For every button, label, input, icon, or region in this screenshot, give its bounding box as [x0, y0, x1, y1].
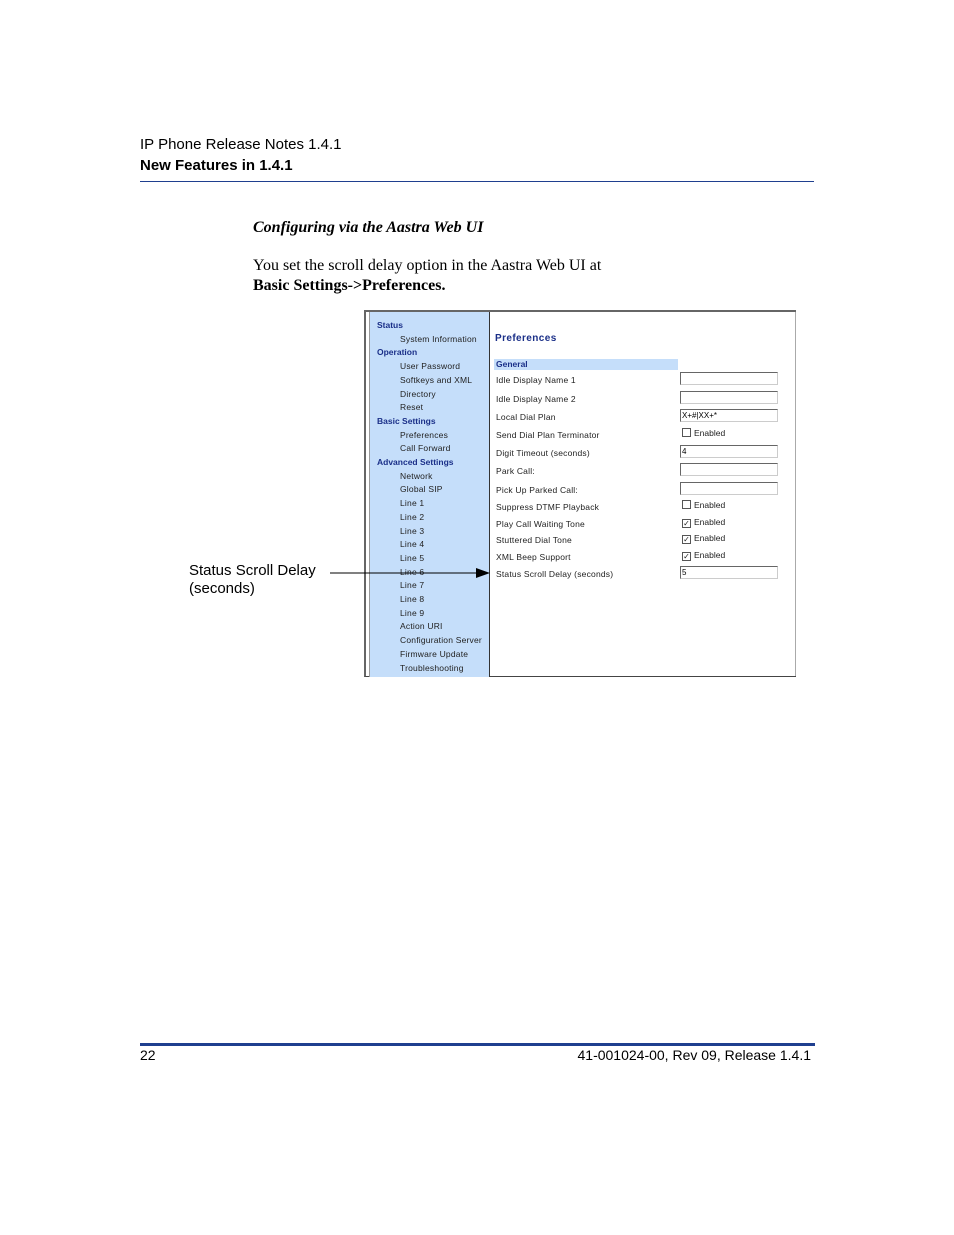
checkbox-option-label: Enabled	[694, 517, 726, 527]
nav-item[interactable]: Line 1	[400, 498, 425, 509]
nav-item[interactable]: Call Forward	[400, 443, 451, 454]
general-group-header: General	[494, 359, 678, 370]
setting-checkbox[interactable]	[682, 517, 725, 528]
nav-item[interactable]: Troubleshooting	[400, 662, 464, 673]
footer-rule	[140, 1043, 815, 1046]
checkbox-empty-icon[interactable]	[682, 500, 691, 509]
callout-arrow-icon	[330, 566, 492, 580]
checkbox-option-label: Enabled	[694, 500, 726, 510]
nav-item[interactable]: Softkeys and XML	[400, 374, 473, 385]
nav-item[interactable]: Line 8	[400, 594, 425, 604]
setting-label: Status Scroll Delay (seconds)	[496, 569, 614, 579]
header-rule	[140, 181, 814, 182]
nav-item[interactable]: Preferences	[400, 429, 449, 440]
section-heading: Configuring via the Aastra Web UI	[253, 219, 484, 236]
preferences-title: Preferences	[495, 333, 557, 344]
setting-label: Idle Display Name 1	[496, 375, 576, 385]
checkbox-option-label: Enabled	[694, 533, 726, 543]
setting-label: Pick Up Parked Call:	[496, 485, 578, 495]
nav-item[interactable]: System Information	[400, 333, 477, 344]
callout-line: Status Scroll Delay	[189, 562, 316, 579]
nav-item[interactable]: Line 4	[400, 539, 425, 550]
header-subtitle: New Features in 1.4.1	[140, 157, 293, 174]
setting-checkbox[interactable]	[682, 550, 725, 561]
setting-label: Park Call:	[496, 466, 535, 476]
setting-label: XML Beep Support	[496, 552, 571, 562]
setting-checkbox[interactable]	[682, 428, 725, 438]
callout-label	[189, 562, 316, 598]
setting-input[interactable]	[680, 391, 778, 404]
setting-input[interactable]	[680, 482, 778, 495]
checkbox-checked-icon[interactable]: ✓	[683, 552, 690, 561]
setting-label: Stuttered Dial Tone	[496, 535, 572, 545]
nav-section-label[interactable]: Basic Settings	[377, 415, 436, 426]
nav-item[interactable]: Global SIP	[400, 484, 443, 495]
nav-item[interactable]: Line 2	[400, 511, 425, 522]
setting-label: Play Call Waiting Tone	[496, 519, 585, 529]
body-paragraph	[253, 256, 601, 296]
setting-label: Idle Display Name 2	[496, 394, 576, 404]
web-ui-main-panel	[491, 312, 796, 676]
callout-line: (seconds)	[189, 580, 255, 597]
nav-item[interactable]: Line 3	[400, 525, 425, 536]
setting-checkbox[interactable]	[682, 500, 725, 510]
setting-input[interactable]: X+#|XX+*	[680, 409, 778, 422]
checkbox-option-label: Enabled	[694, 550, 726, 560]
setting-input[interactable]	[680, 463, 778, 476]
page-number: 22	[140, 1047, 156, 1063]
checkbox-checked-icon[interactable]: ✓	[683, 535, 690, 544]
setting-label: Send Dial Plan Terminator	[496, 430, 600, 440]
nav-item[interactable]: Line 7	[400, 580, 425, 591]
setting-label: Suppress DTMF Playback	[496, 502, 600, 512]
setting-label: Digit Timeout (seconds)	[496, 448, 590, 458]
checkbox-option-label: Enabled	[694, 428, 726, 438]
menu-path: Basic Settings->Preferences.	[253, 277, 446, 294]
body-line: You set the scroll delay option in the Aastra Web UI at	[253, 257, 602, 274]
web-ui-sidebar	[369, 312, 490, 677]
setting-input[interactable]	[680, 372, 778, 385]
nav-item[interactable]: Line 5	[400, 552, 425, 563]
header-title: IP Phone Release Notes 1.4.1	[140, 136, 342, 153]
nav-item[interactable]: Firmware Update	[400, 648, 469, 659]
setting-checkbox[interactable]	[682, 533, 725, 544]
nav-section-label[interactable]: Operation	[377, 347, 418, 358]
nav-item[interactable]: Reset	[400, 402, 424, 413]
nav-item[interactable]: Action URI	[400, 621, 443, 632]
nav-item[interactable]: Configuration Server	[400, 635, 482, 646]
setting-input[interactable]: 4	[680, 445, 778, 458]
nav-item[interactable]: User Password	[400, 361, 461, 372]
setting-input[interactable]: 5	[680, 566, 778, 579]
nav-section-label[interactable]: Advanced Settings	[377, 457, 454, 467]
checkbox-checked-icon[interactable]: ✓	[683, 519, 690, 528]
nav-item[interactable]: Directory	[400, 388, 436, 399]
web-ui-screenshot	[364, 310, 796, 677]
setting-label: Local Dial Plan	[496, 412, 556, 422]
checkbox-empty-icon[interactable]	[682, 428, 691, 437]
nav-section-label[interactable]: Status	[377, 320, 403, 330]
nav-item[interactable]: Network	[400, 470, 433, 481]
nav-item[interactable]: Line 6	[400, 566, 425, 577]
nav-item[interactable]: Line 9	[400, 607, 425, 618]
document-id: 41-001024-00, Rev 09, Release 1.4.1	[577, 1047, 811, 1063]
